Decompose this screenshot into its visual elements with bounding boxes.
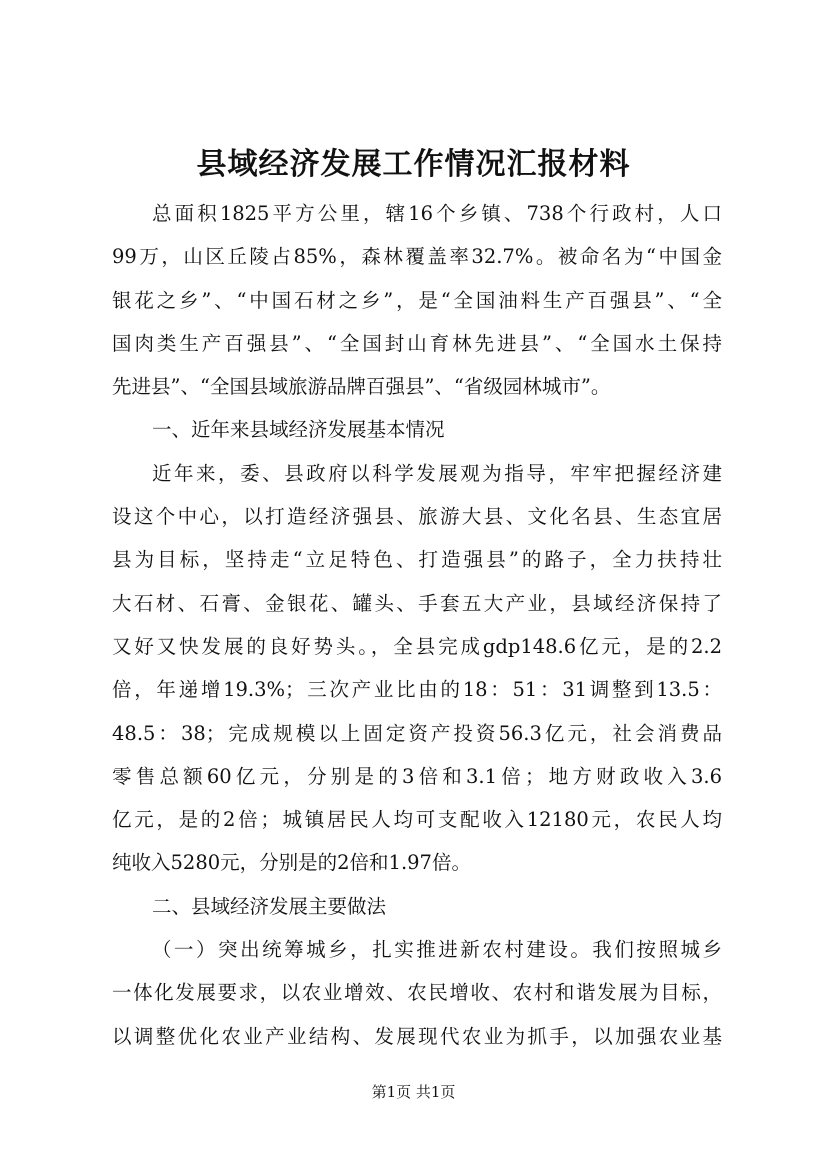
text-line: （一）突出统筹城乡，扎实推进新农村建设。我们按照城乡 (152, 938, 722, 962)
text-line: 先进县”、“全国县域旅游品牌百强县”、“省级园林城市”。 (112, 375, 611, 399)
text-line: 县为目标，坚持走“立足特色、打造强县”的路子，全力扶持壮 (112, 548, 722, 572)
text-line: 以调整优化农业产业结构、发展现代农业为抓手，以加强农业基 (112, 1024, 722, 1048)
text-line: 二、县域经济发展主要做法 (152, 894, 387, 918)
text-line: 设这个中心，以打造经济强县、旅游大县、文化名县、生态宜居 (112, 505, 722, 529)
text-line: 亿元，是的2倍；城镇居民人均可支配收入12180元，农民人均 (112, 808, 722, 832)
document-title: 县域经济发展工作情况汇报材料 (196, 147, 631, 182)
text-line: 又好又快发展的良好势头。，全县完成gdp148.6亿元，是的2.2 (112, 634, 722, 658)
text-line: 近年来，委、县政府以科学发展观为指导，牢牢把握经济建 (152, 461, 722, 485)
text-line: 一、近年来县域经济发展基本情况 (152, 418, 445, 442)
text-line: 99万，山区丘陵占85%，森林覆盖率32.7%。被命名为“中国金 (112, 245, 722, 269)
page-footer: 第1页 共1页 (371, 1083, 456, 1101)
text-line: 银花之乡”、“中国石材之乡”，是“全国油料生产百强县”、“全 (112, 288, 722, 312)
document-body (112, 192, 722, 1058)
text-line: 48.5：38；完成规模以上固定资产投资56.3亿元，社会消费品 (112, 721, 722, 745)
text-line: 总面积1825平方公里，辖16个乡镇、738个行政村，人口 (152, 202, 722, 225)
text-line: 倍，年递增19.3%；三次产业比由的18：51：31调整到13.5： (112, 678, 722, 702)
text-line: 国肉类生产百强县”、“全国封山育林先进县”、“全国水土保持 (112, 331, 722, 355)
text-line: 大石材、石膏、金银花、罐头、手套五大产业，县域经济保持了 (112, 591, 722, 615)
text-line: 纯收入5280元，分别是的2倍和1.97倍。 (112, 851, 471, 875)
text-line: 一体化发展要求，以农业增效、农民增收、农村和谐发展为目标， (112, 981, 722, 1005)
text-line: 零售总额60亿元，分别是的3倍和3.1倍；地方财政收入3.6 (112, 764, 722, 788)
